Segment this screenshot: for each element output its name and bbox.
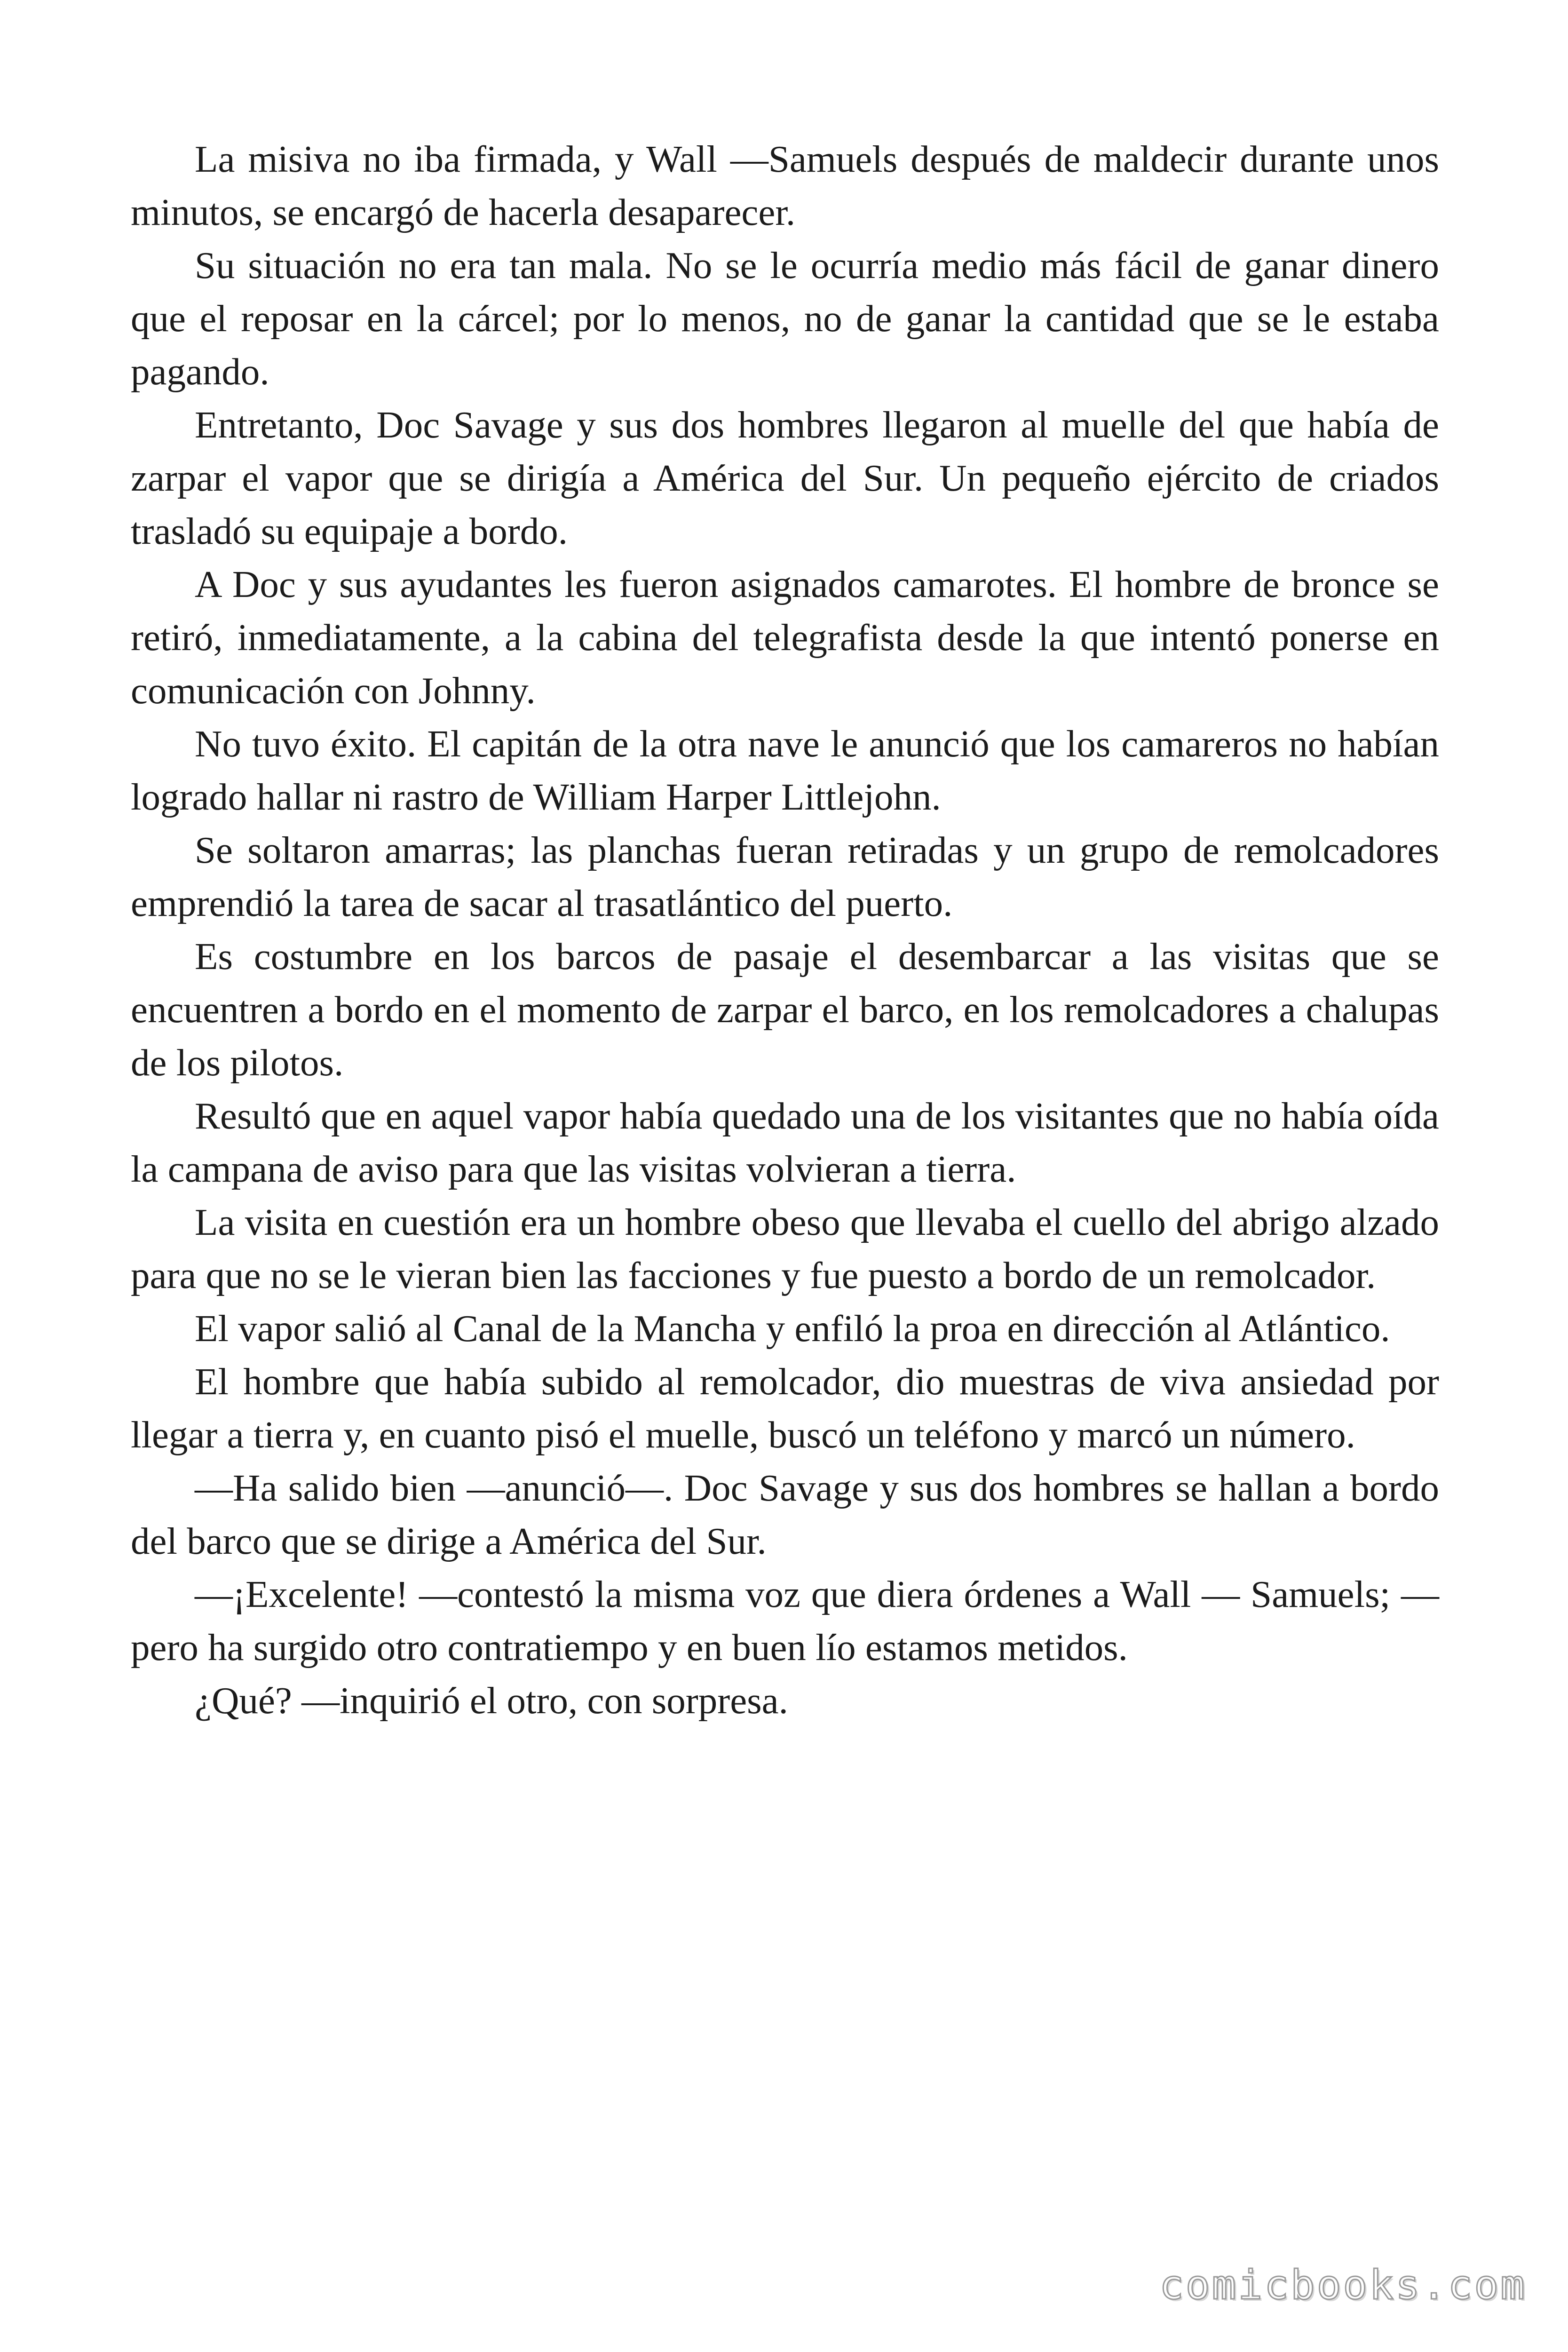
paragraph-13: —¡Excelente! —contestó la misma voz que diera órdenes a Wall — Samuels; —pero ha surgido otro contratiempo y en buen lío estamos metidos. [131, 1573, 1439, 1669]
paragraph-9: La visita en cuestión era un hombre obeso que llevaba el cuello del abrigo alzado para que no se le vieran bien las facciones y fue puesto a bordo de un remolcador. [131, 1201, 1439, 1296]
watermark: comicbooks.com [1159, 2262, 1527, 2309]
paragraph-10: El vapor salió al Canal de la Mancha y enfiló la proa en dirección al Atlántico. [195, 1307, 1390, 1350]
paragraph-5: No tuvo éxito. El capitán de la otra nave le anunció que los camareros no habían logrado hallar ni rastro de William Harper Littlejohn. [131, 723, 1439, 818]
paragraph-12: —Ha salido bien —anunció—. Doc Savage y sus dos hombres se hallan a bordo del barco que se dirige a América del Sur. [131, 1467, 1439, 1562]
paragraph-1: La misiva no iba firmada, y Wall —Samuels después de maldecir durante unos minutos, se encargó de hacerla desaparecer. [131, 138, 1439, 233]
paragraph-6: Se soltaron amarras; las planchas fueran retiradas y un grupo de remolcadores emprendió la tarea de sacar al trasatlántico del puerto. [131, 829, 1439, 924]
paragraph-7: Es costumbre en los barcos de pasaje el desembarcar a las visitas que se encuentren a bordo en el momento de zarpar el barco, en los remolcadores a chalupas de los pilotos. [131, 935, 1439, 1084]
paragraph-3: Entretanto, Doc Savage y sus dos hombres llegaron al muelle del que había de zarpar el vapor que se dirigía a América del Sur. Un pequeño ejército de criados trasladó su equipaje a bordo. [131, 404, 1439, 552]
paragraph-14: ¿Qué? —inquirió el otro, con sorpresa. [195, 1679, 788, 1722]
paragraph-11: El hombre que había subido al remolcador, dio muestras de viva ansiedad por llegar a tierra y, en cuanto pisó el muelle, buscó un teléfono y marcó un número. [131, 1360, 1439, 1456]
paragraph-2: Su situación no era tan mala. No se le ocurría medio más fácil de ganar dinero que el reposar en la cárcel; por lo menos, no de ganar la cantidad que se le estaba pagando. [131, 244, 1439, 393]
page-body [131, 133, 1439, 1727]
paragraph-8: Resultó que en aquel vapor había quedado una de los visitantes que no había oída la campana de aviso para que las visitas volvieran a tierra. [131, 1095, 1439, 1190]
paragraph-4: A Doc y sus ayudantes les fueron asignados camarotes. El hombre de bronce se retiró, inmediatamente, a la cabina del telegrafista desde la que intentó ponerse en comunicación con Johnny. [131, 563, 1439, 712]
